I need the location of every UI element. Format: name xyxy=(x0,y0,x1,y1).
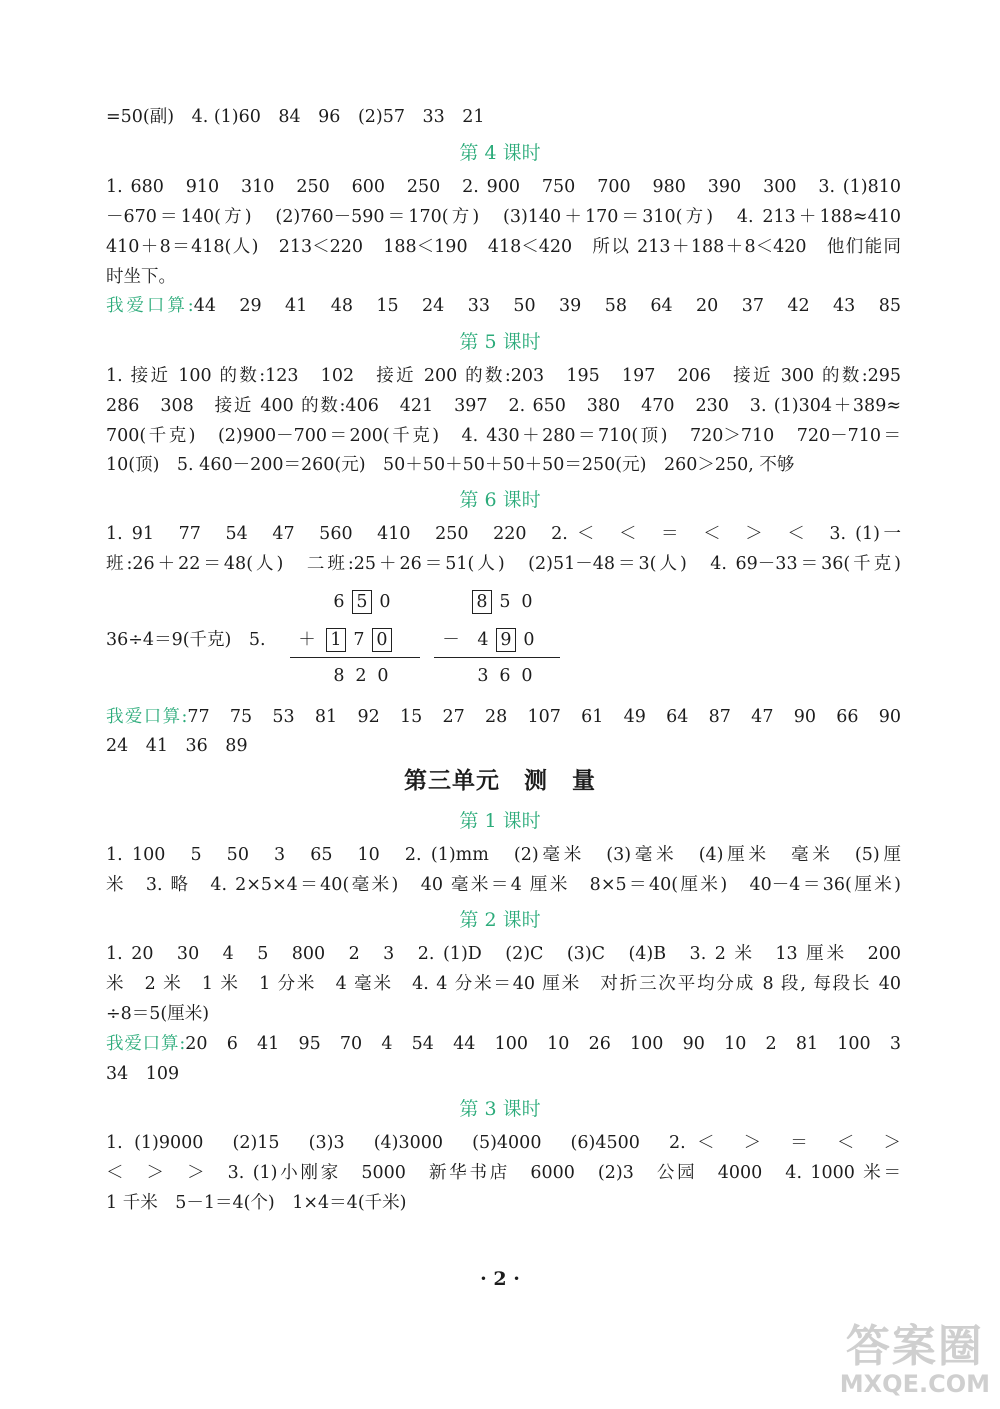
answer-line: 24 41 36 89 xyxy=(106,736,248,756)
answer-line: －670＝140(方) (2)760－590＝170(方) (3)140＋170＝310(方) 4. 213＋188≈410 xyxy=(106,207,901,227)
result-row xyxy=(328,666,394,686)
subtrahend-row xyxy=(440,626,540,652)
answer-box: 9 xyxy=(496,628,516,652)
lesson-heading: 第 6 课时 xyxy=(459,489,541,511)
digit: 7 xyxy=(353,630,365,650)
plus-sign: ＋ xyxy=(298,630,316,650)
answer-box: 8 xyxy=(472,590,492,614)
oral-calc-label: 我爱口算: xyxy=(106,296,194,316)
lesson-heading: 第 3 课时 xyxy=(459,1098,541,1120)
answer-line: 34 109 xyxy=(106,1064,180,1084)
result-row xyxy=(472,666,538,686)
digit: 0 xyxy=(521,592,533,612)
answer-line: 10(顶) 5. 460－200＝260(元) 50＋50＋50＋50＋50＝250(元) 260＞250, 不够 xyxy=(106,455,795,475)
lesson-heading: 第 2 课时 xyxy=(459,909,541,931)
answer-box: 5 xyxy=(352,590,372,614)
watermark-brand: 答案圈 xyxy=(845,1321,984,1372)
answer-line: 米 3. 略 4. 2×5×4＝40(毫米) 40 毫米＝4 厘米 8×5＝40(厘米) 40－4＝36(厘米) xyxy=(106,875,901,895)
digit: 5 xyxy=(499,592,511,612)
digit: 3 xyxy=(477,666,489,686)
oral-calc-label: 我爱口算: xyxy=(106,1034,186,1054)
answer-line: 班:26＋22＝48(人) 二班:25＋26＝51(人) (2)51－48＝3(人) 4. 69－33＝36(千克) xyxy=(106,554,901,574)
answer-box: 1 xyxy=(326,628,346,652)
lesson-heading: 第 4 课时 xyxy=(459,142,541,164)
lesson-heading: 第 5 课时 xyxy=(459,331,541,353)
digit: 8 xyxy=(333,666,345,686)
oral-calc-values: 44 29 41 48 15 24 33 50 39 58 64 20 37 42 43 85 xyxy=(193,296,901,316)
oral-calc-line xyxy=(106,1029,901,1059)
digit: 4 xyxy=(477,630,489,650)
answer-line: =50(副) 4. (1)60 84 96 (2)57 33 21 xyxy=(106,107,485,127)
difference-line xyxy=(434,657,560,658)
answer-line: ÷8＝5(厘米) xyxy=(106,1004,210,1024)
digit: 6 xyxy=(333,592,345,612)
minus-sign: － xyxy=(442,630,460,650)
answer-line: 1. 91 77 54 47 560 410 250 220 2. ＜ ＜ ＝ ＜ ＞ ＜ 3. (1)一 xyxy=(106,524,901,544)
oral-calc-line xyxy=(106,702,901,732)
page-number: · 2 · xyxy=(480,1268,520,1290)
oral-calc-values: 77 75 53 81 92 15 27 28 107 61 49 64 87 47 90 66 90 xyxy=(187,707,901,727)
answer-line: 米 2 米 1 米 1 分米 4 毫米 4. 4 分米＝40 厘米 对折三次平均分成 8 段, 每段长 40 xyxy=(106,974,901,994)
digit: 6 xyxy=(499,666,511,686)
digit: 0 xyxy=(377,666,389,686)
answer-line: 36÷4＝9(千克) 5. xyxy=(106,630,266,650)
digit: 2 xyxy=(355,666,367,686)
minuend-row xyxy=(470,590,538,614)
addend-row xyxy=(296,626,394,652)
oral-calc-values: 20 6 41 95 70 4 54 44 100 10 26 100 90 10 2 81 100 3 xyxy=(185,1034,901,1054)
watermark-url: MXQE.COM xyxy=(839,1370,990,1398)
oral-calc-line xyxy=(106,291,901,321)
sum-line xyxy=(290,657,420,658)
answer-line: 1. 680 910 310 250 600 250 2. 900 750 700 980 390 300 3. (1)810 xyxy=(106,177,901,197)
answer-line: 286 308 接近 400 的数:406 421 397 2. 650 380 470 230 3. (1)304＋389≈ xyxy=(106,396,901,416)
answer-line: 1 千米 5－1＝4(个) 1×4＝4(千米) xyxy=(106,1193,407,1213)
answer-line: 1. 100 5 50 3 65 10 2. (1)mm (2)毫米 (3)毫米 (4)厘米 毫米 (5)厘 xyxy=(106,845,901,865)
unit-title: 第三单元 测 量 xyxy=(404,767,596,794)
answer-line: 410＋8＝418(人) 213＜220 188＜190 418＜420 所以 213＋188＋8＜420 他们能同 xyxy=(106,237,901,257)
answer-line: ＜ ＞ ＞ 3. (1)小刚家 5000 新华书店 6000 (2)3 公园 4000 4. 1000 米＝ xyxy=(106,1163,901,1183)
answer-line: 1. 接近 100 的数:123 102 接近 200 的数:203 195 197 206 接近 300 的数:295 xyxy=(106,366,901,386)
answer-line: 时坐下。 xyxy=(106,267,176,287)
answer-box: 0 xyxy=(372,628,392,652)
oral-calc-label: 我爱口算: xyxy=(106,707,188,727)
lesson-heading: 第 1 课时 xyxy=(459,810,541,832)
watermark xyxy=(840,1323,990,1397)
digit: 0 xyxy=(379,592,391,612)
addend-row xyxy=(328,590,396,614)
answer-line: 1. 20 30 4 5 800 2 3 2. (1)D (2)C (3)C (4)B 3. 2 米 13 厘米 200 xyxy=(106,944,901,964)
digit: 0 xyxy=(521,666,533,686)
answer-line: 700(千克) (2)900－700＝200(千克) 4. 430＋280＝710(顶) 720＞710 720－710＝ xyxy=(106,426,901,446)
digit: 0 xyxy=(523,630,535,650)
answer-line: 1. (1)9000 (2)15 (3)3 (4)3000 (5)4000 (6)4500 2. ＜ ＞ ＝ ＜ ＞ xyxy=(106,1133,901,1153)
